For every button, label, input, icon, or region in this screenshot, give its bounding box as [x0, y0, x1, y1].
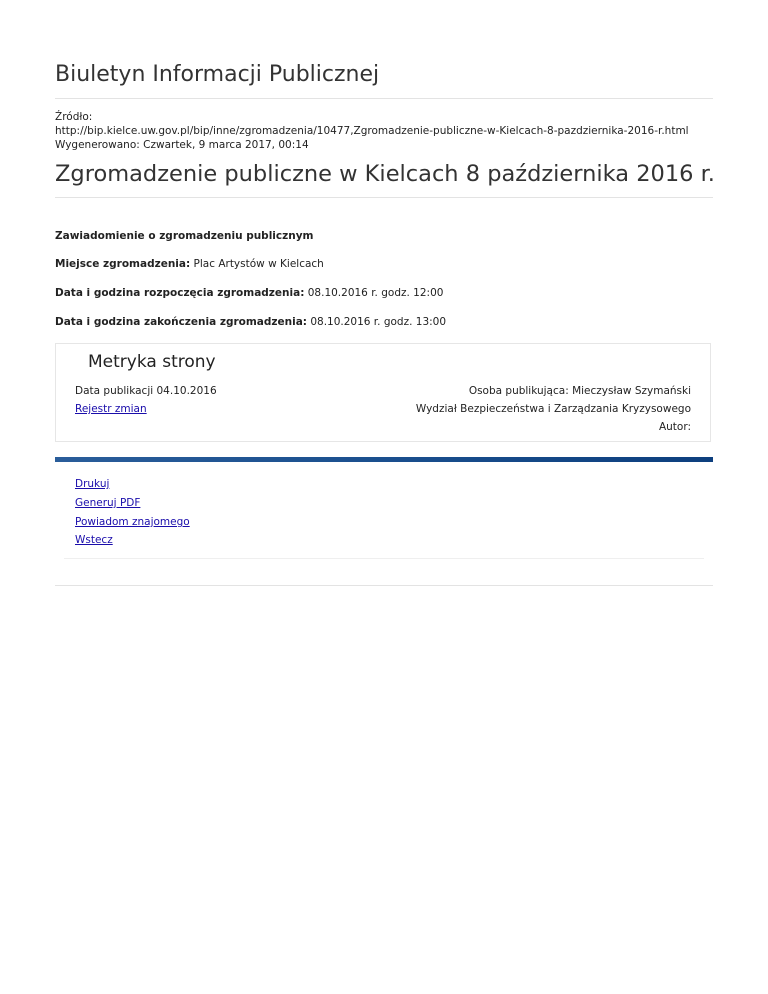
generated-timestamp: Wygenerowano: Czwartek, 9 marca 2017, 00:14: [55, 139, 309, 151]
print-link[interactable]: Drukuj: [75, 478, 110, 490]
document-title: Zgromadzenie publiczne w Kielcach 8 października 2016 r.: [55, 161, 715, 187]
place-value: Plac Artystów w Kielcach: [190, 258, 324, 270]
start-row: [55, 287, 443, 299]
place-label: Miejsce zgromadzenia:: [55, 258, 191, 270]
start-value: 08.10.2016 r. godz. 12:00: [304, 287, 444, 299]
generate-pdf-link[interactable]: Generuj PDF: [75, 497, 141, 509]
back-link[interactable]: Wstecz: [75, 534, 113, 546]
divider: [55, 197, 713, 198]
notify-friend-link[interactable]: Powiadom znajomego: [75, 516, 190, 528]
source-label: Źródło:: [55, 111, 93, 123]
divider: [64, 558, 704, 559]
end-label: Data i godzina zakończenia zgromadzenia:: [55, 316, 307, 328]
metadata-title: Metryka strony: [88, 352, 216, 372]
page-metadata-box: [55, 343, 711, 442]
change-history-link[interactable]: Rejestr zmian: [75, 403, 147, 415]
notice-heading: [55, 230, 314, 242]
blue-divider-bar: [55, 457, 713, 462]
start-label: Data i godzina rozpoczęcia zgromadzenia:: [55, 287, 305, 299]
site-title: Biuletyn Informacji Publicznej: [55, 62, 380, 87]
publisher: Osoba publikująca: Mieczysław Szymański: [468, 385, 691, 397]
department: Wydział Bezpieczeństwa i Zarządzania Kryzysowego: [415, 403, 691, 415]
author: Autor:: [658, 421, 691, 433]
divider: [55, 585, 713, 586]
end-row: [55, 316, 446, 328]
publication-date: Data publikacji 04.10.2016: [75, 385, 217, 397]
divider: [55, 98, 713, 99]
source-url: http://bip.kielce.uw.gov.pl/bip/inne/zgromadzenia/10477,Zgromadzenie-publiczne-w-Kielcach-8-pazdziernika-2016-r.html: [55, 125, 689, 137]
place-row: [55, 258, 324, 270]
notice-heading-text: Zawiadomienie o zgromadzeniu publicznym: [55, 230, 314, 242]
end-value: 08.10.2016 r. godz. 13:00: [307, 316, 447, 328]
